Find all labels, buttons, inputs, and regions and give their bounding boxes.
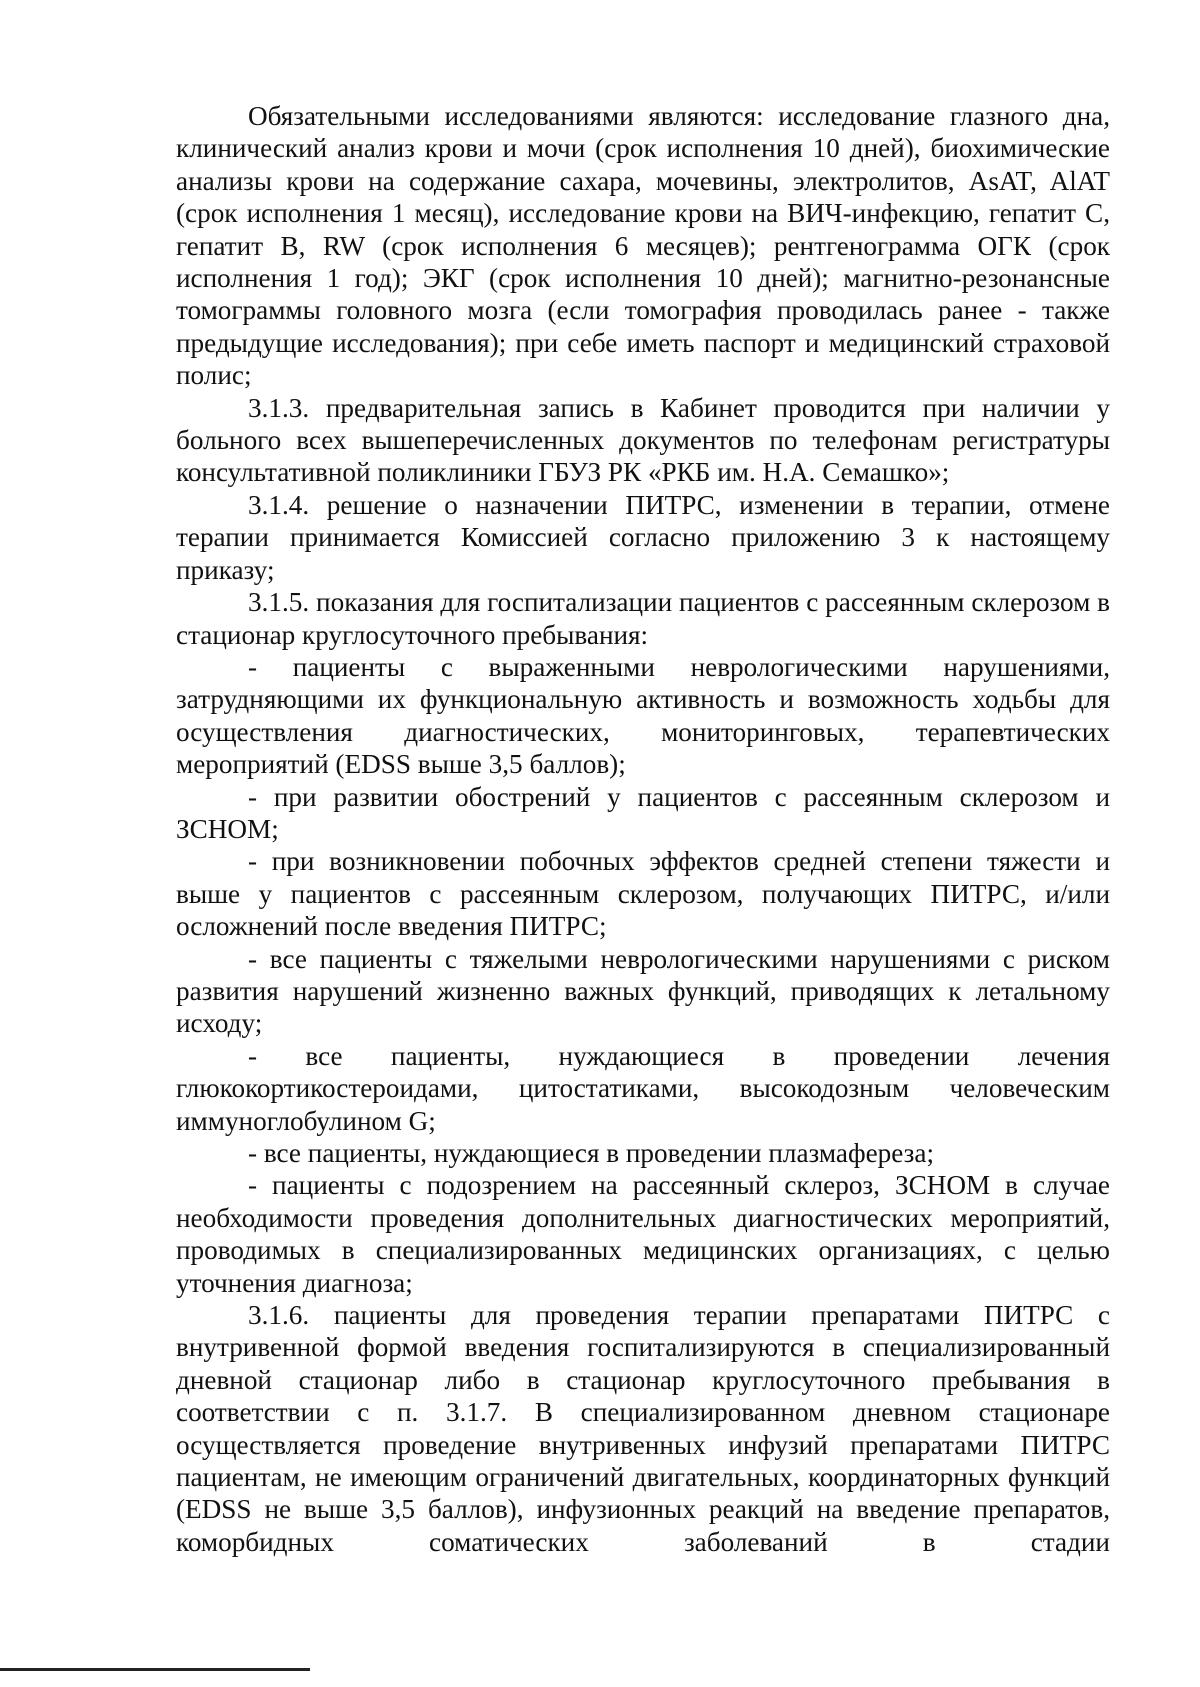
- paragraph-mandatory-tests: Обязательными исследованиями являются: исследование глазного дна, клинический анализ крови и мочи (срок исполнения 10 дней), биохимические анализы крови на содержание сахара, мочевины, электролитов, AsAT, AlAT (срок исполнения 1 месяц), исследование крови на ВИЧ-инфекцию, гепатит С, гепатит В, RW (срок исполнения 6 месяцев); рентгенограмма ОГК (срок исполнения 1 год); ЭКГ (срок исполнения 10 дней); магнитно-резонансные томограммы головного мозга (если томография проводилась ранее - также предыдущие исследования); при себе иметь паспорт и медицинский страховой полис;: [176, 101, 1110, 391]
- list-item-severe-disorders: - все пациенты с тяжелыми неврологическими нарушениями с риском развития нарушений жизненно важных функций, приводящих к летальному исходу;: [176, 943, 1110, 1039]
- paragraph-3-1-4: 3.1.4. решение о назначении ПИТРС, изменении в терапии, отмене терапии принимается Комиссией согласно приложению 3 к настоящему приказу;: [176, 489, 1110, 585]
- footer-rule: [0, 1668, 310, 1671]
- list-item-suspected-ms: - пациенты с подозрением на рассеянный склероз, ЗСНОМ в случае необходимости проведения дополнительных диагностических мероприятий, проводимых в специализированных медицинских организациях, с целью уточнения диагноза;: [176, 1170, 1110, 1298]
- list-item-neuro-impairment: - пациенты с выраженными неврологическими нарушениями, затрудняющими их функциональную активность и возможность ходьбы для осуществления диагностических, мониторинговых, терапевтических мероприятий (EDSS выше 3,5 баллов);: [176, 651, 1110, 780]
- list-item-exacerbation: - при развитии обострений у пациентов с рассеянным склерозом и ЗСНОМ;: [176, 781, 1110, 844]
- paragraph-3-1-6: 3.1.6. пациенты для проведения терапии препаратами ПИТРС с внутривенной формой введения госпитализируются в специализированный дневной стационар либо в стационар круглосуточного пребывания в соответствии с п. 3.1.7. В специализированном дневном стационаре осуществляется проведение внутривенных инфузий препаратами ПИТРС пациентам, не имеющим ограничений двигательных, координаторных функций (EDSS не выше 3,5 баллов), инфузионных реакций на введение препаратов, коморбидных соматических заболеваний в стадии: [176, 1300, 1110, 1557]
- paragraph-3-1-3: 3.1.3. предварительная запись в Кабинет проводится при наличии у больного всех вышеперечисленных документов по телефонам регистратуры консультативной поликлиники ГБУЗ РК «РКБ им. Н.А. Семашко»;: [176, 392, 1110, 488]
- list-item-steroid-treatment: - все пациенты, нуждающиеся в проведении лечения глюкокортикостероидами, цитостатиками, высокодозным человеческим иммуноглобулином G;: [176, 1040, 1110, 1136]
- document-page: [176, 100, 1110, 1558]
- list-item-plasmapheresis: - все пациенты, нуждающиеся в проведении плазмафереза;: [248, 1138, 935, 1168]
- paragraph-3-1-5: 3.1.5. показания для госпитализации пациентов с рассеянным склерозом в стационар круглосуточного пребывания:: [176, 587, 1110, 650]
- list-item-side-effects: - при возникновении побочных эффектов средней степени тяжести и выше у пациентов с рассеянным склерозом, получающих ПИТРС, и/или осложнений после введения ПИТРС;: [176, 846, 1110, 942]
